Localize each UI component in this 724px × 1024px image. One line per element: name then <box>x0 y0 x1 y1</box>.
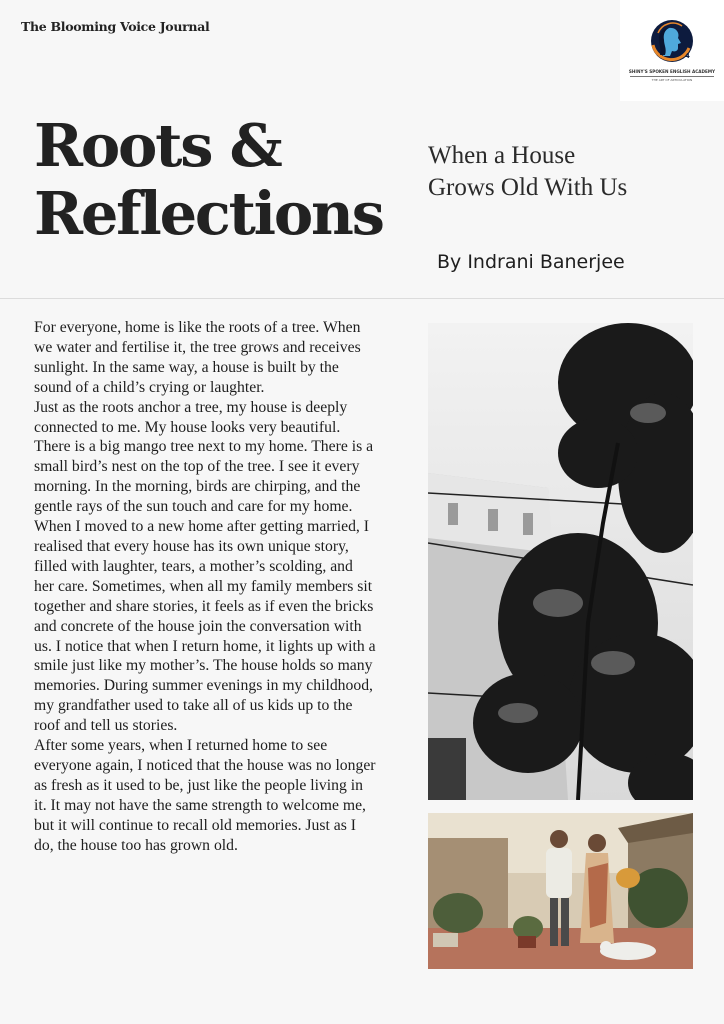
article-paragraph-3: After some years, when I returned home to see everyone again, I noticed that the house was no longer as fresh as it used to be, just like the people living in it. It may not have the same strength to welcome me, but it will continue to recall old memories. Just as I do, the house too has grown old. <box>34 737 376 854</box>
article-body <box>34 318 376 855</box>
subtitle-line-2: Grows Old With Us <box>428 174 628 201</box>
subtitle-line-1: When a House <box>428 142 576 169</box>
mango-tree-photo <box>428 323 693 800</box>
logo-divider <box>630 76 714 77</box>
svg-text:4: 4 <box>685 52 690 60</box>
article-title <box>34 112 383 248</box>
academy-logo <box>620 0 724 101</box>
author-byline: By Indrani Banerjee <box>437 251 625 273</box>
journal-name: The Blooming Voice Journal <box>21 19 210 34</box>
header-divider <box>0 298 724 299</box>
academy-tagline: THE ART OF ARTICULATION <box>651 78 693 82</box>
article-subtitle <box>428 140 627 204</box>
family-courtyard-image <box>428 813 693 969</box>
academy-name: SHINY'S SPOKEN ENGLISH ACADEMY <box>628 69 716 74</box>
title-line-2: Reflections <box>34 179 383 248</box>
title-line-1: Roots & <box>34 111 281 180</box>
mango-tree-image <box>428 323 693 800</box>
silhouette-emblem-icon <box>649 18 695 64</box>
family-courtyard-photo <box>428 813 693 969</box>
article-paragraph-1: For everyone, home is like the roots of a tree. When we water and fertilise it, the tree grows and receives sunlight. In the same way, a house is built by the sound of a child’s crying or laughter. <box>34 319 361 396</box>
article-paragraph-2: Just as the roots anchor a tree, my house is deeply connected to me. My house looks very beautiful. There is a big mango tree next to my home. There is a small bird’s nest on the top of the tree. I see it every morning. In the morning, birds are chirping, and the gentle rays of the sun touch and care for my home. When I moved to a new home after getting married, I realised that every house has its own unique story, filled with laughter, tears, a mother’s scolding, and her care. Sometimes, when all my family members sit together and share stories, it feels as if even the bricks and concrete of the house join the conversation with us. I notice that when I return home, it lights up with a smile just like my mother’s. The house holds so many memories. During summer evenings in my childhood, my grandfather used to take all of us kids up to the roof and tell us stories. <box>34 398 376 735</box>
